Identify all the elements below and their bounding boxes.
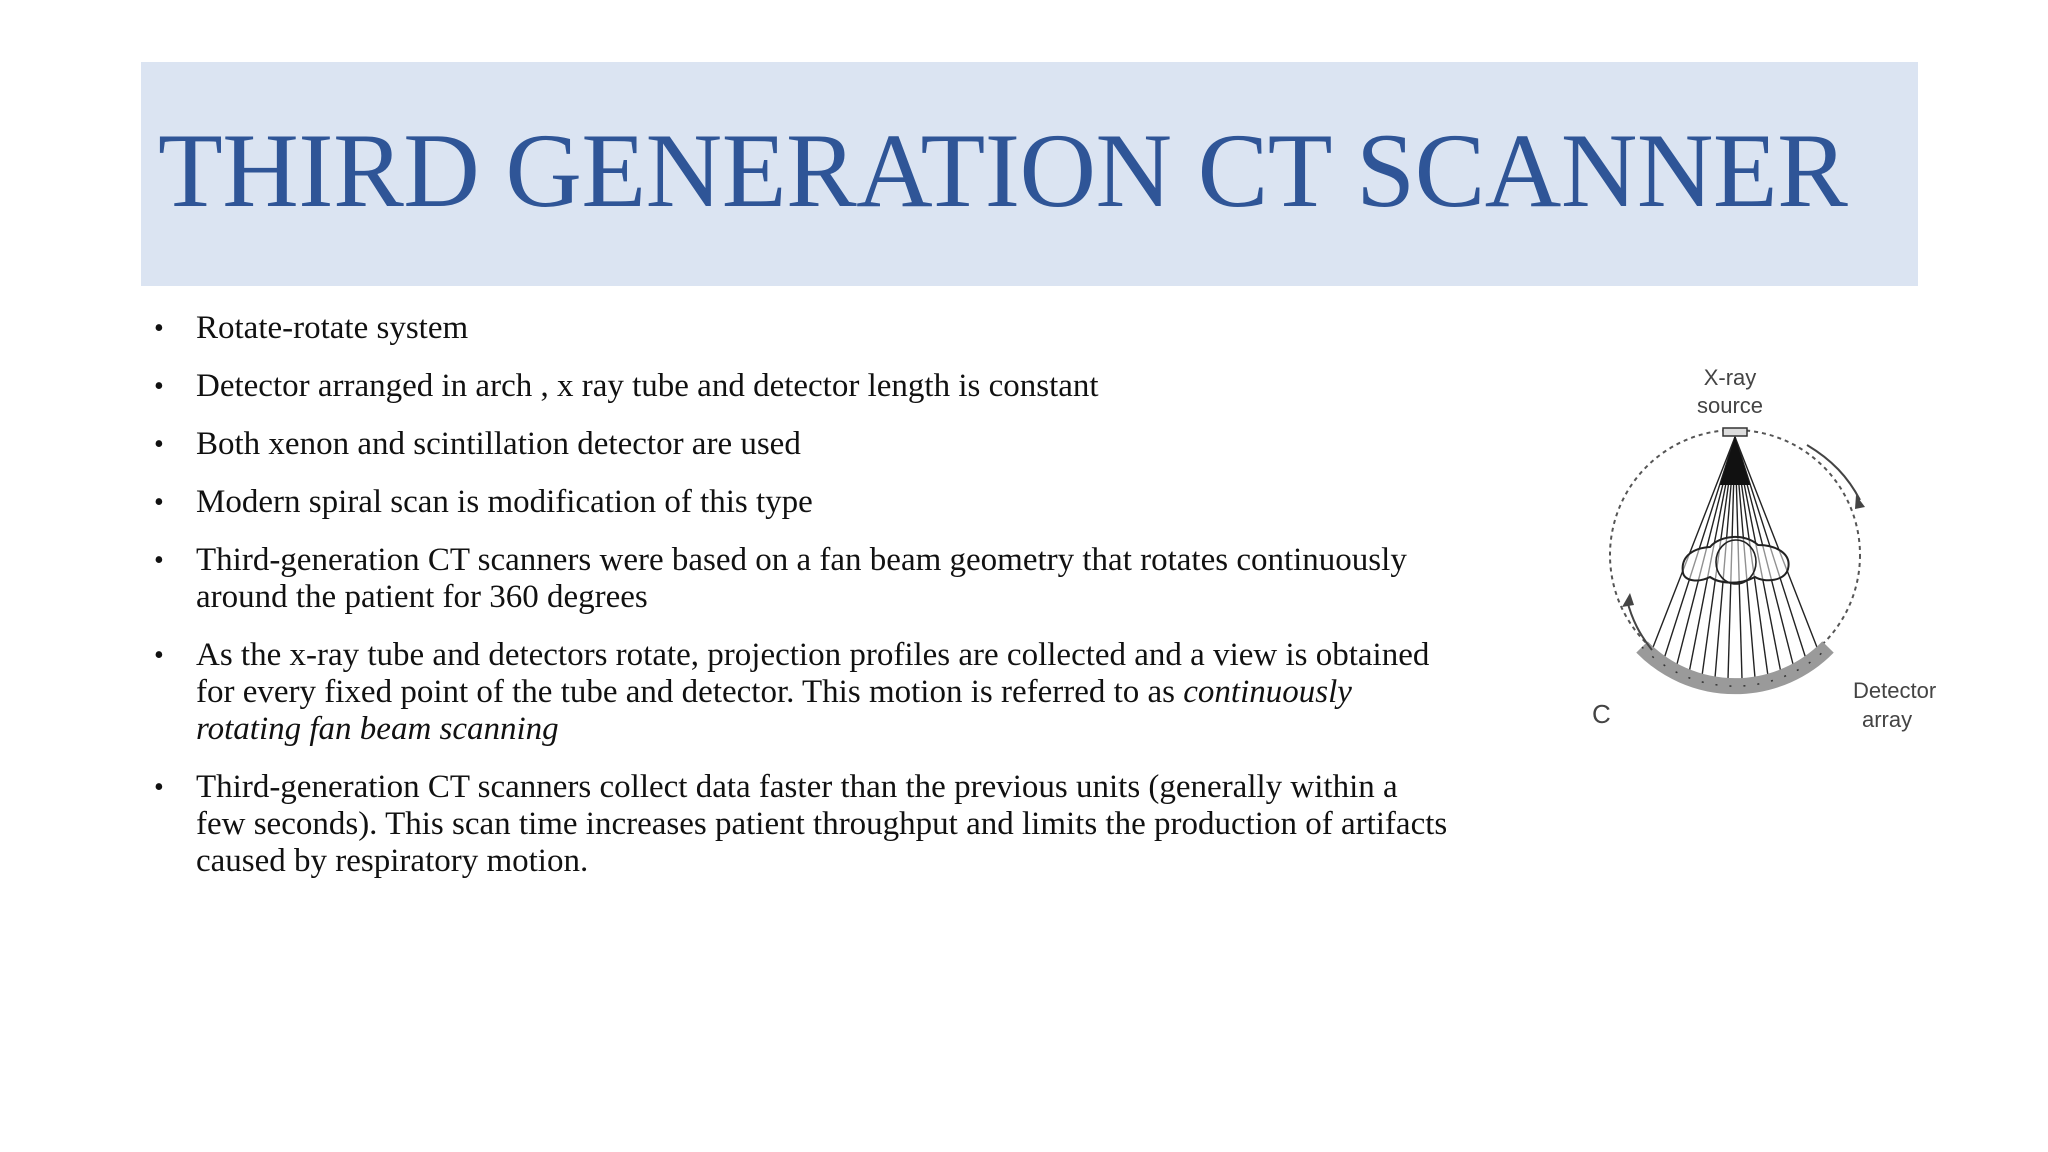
beam-apex: [1720, 437, 1750, 485]
bullet-text: Modern spiral scan is modification of this type: [196, 484, 813, 520]
bullet-item: [150, 426, 1450, 463]
bullet-icon: •: [154, 640, 164, 671]
bullet-item: [150, 542, 1450, 616]
bullet-text: Detector arranged in arch , x ray tube and detector length is constant: [196, 368, 1099, 404]
bullet-list: [150, 310, 1450, 901]
bullet-icon: •: [154, 313, 164, 344]
source-label-line2: source: [1696, 393, 1764, 418]
xray-tube-icon: [1723, 428, 1747, 436]
detector-label-line2: array: [1862, 707, 1913, 732]
detector-label-line1: Detector: [1853, 678, 1937, 703]
slide-title: THIRD GENERATION CT SCANNER: [158, 112, 1848, 229]
arrow-head-top-icon: [1855, 495, 1865, 509]
bullet-text: Both xenon and scintillation detector are used: [196, 426, 801, 462]
ct-geometry-figure: [1570, 355, 1937, 745]
bullet-icon: •: [154, 429, 164, 460]
source-label-line1: X-ray: [1703, 365, 1757, 390]
bullet-text: Rotate-rotate system: [196, 310, 469, 346]
ct-scanner-diagram: [1570, 355, 1937, 745]
bullet-text: As the x-ray tube and detectors rotate, projection profiles are collected and a view is obtained for every fixed point of the tube and detector. This motion is referred to as: [196, 637, 1430, 710]
detector-array: [1642, 647, 1828, 686]
bullet-item: [150, 484, 1450, 521]
bullet-item: [150, 637, 1450, 748]
rotation-arrow-top: [1807, 445, 1860, 500]
bullet-icon: •: [154, 772, 164, 803]
patient-outline: [1683, 537, 1789, 583]
bullet-item: [150, 310, 1450, 347]
bullet-icon: •: [154, 545, 164, 576]
bullet-text: Third-generation CT scanners were based on a fan beam geometry that rotates continuously around the patient for 360 degrees: [196, 542, 1407, 615]
figure-panel-label: C: [1592, 699, 1611, 729]
bullet-item: [150, 368, 1450, 405]
bullet-text: Third-generation CT scanners collect data faster than the previous units (generally within a few seconds). This scan time increases patient throughput and limits the production of artifacts caused by respiratory motion.: [196, 769, 1448, 879]
arrow-head-left-icon: [1622, 593, 1634, 607]
bullet-icon: •: [154, 371, 164, 402]
bullet-item: [150, 769, 1450, 880]
bullet-emphasis: continuously rotating fan beam scanning: [196, 674, 1352, 747]
bullet-icon: •: [154, 487, 164, 518]
